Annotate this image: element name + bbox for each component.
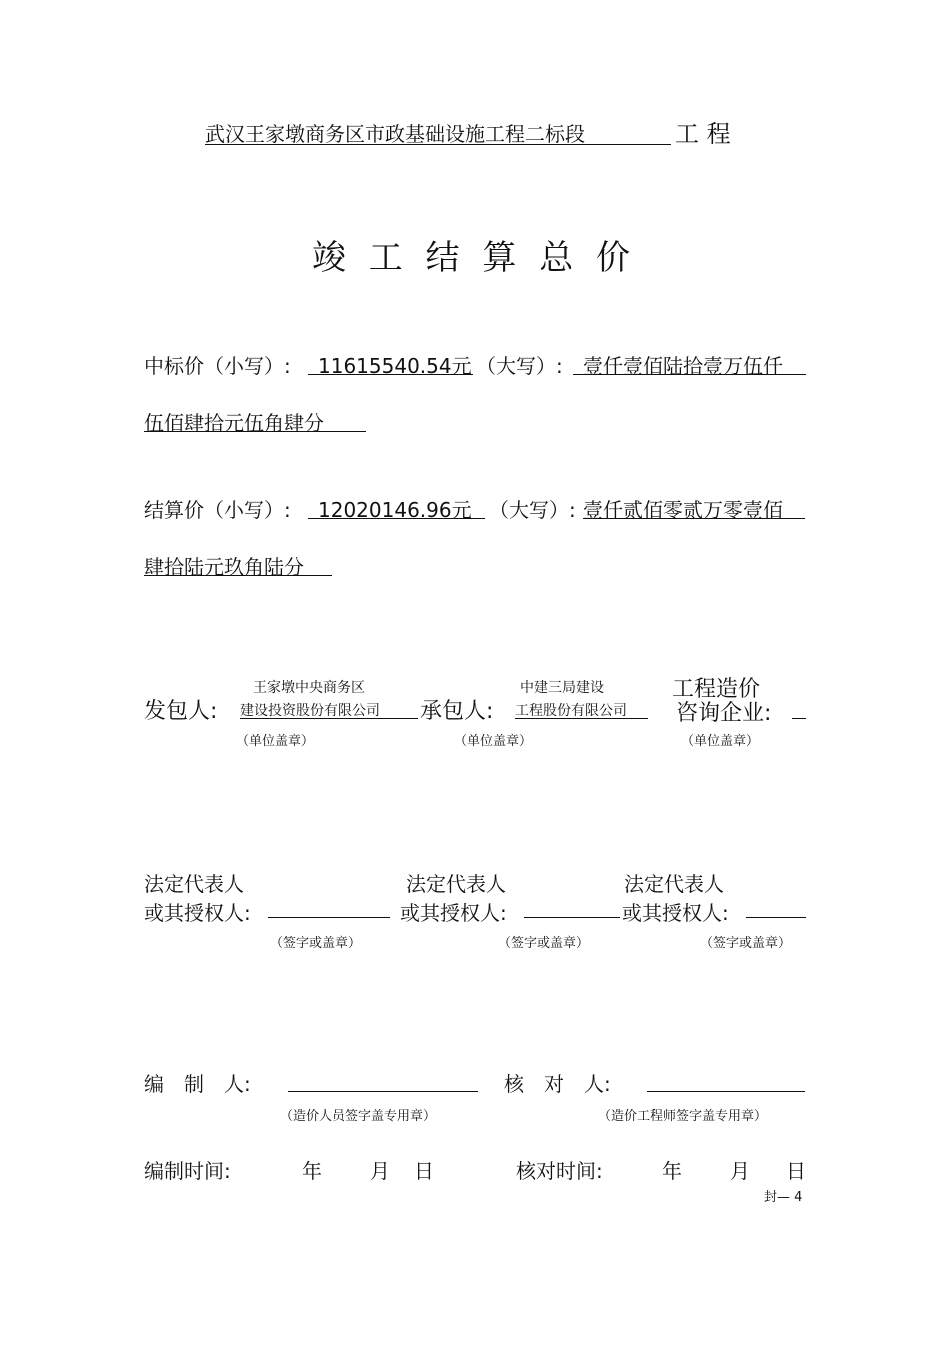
check-day: 日	[786, 1159, 806, 1183]
compiler-signature-line	[288, 1091, 478, 1092]
consultant-rep-sign-note: （签字或盖章）	[700, 936, 792, 951]
consultant-rep-signature-line	[746, 917, 806, 918]
contractor-name-line1: 中建三局建设	[520, 680, 604, 696]
settlement-price-capital-label: （大写）:	[489, 498, 576, 522]
employer-seal-note: （单位盖章）	[236, 734, 315, 749]
bid-price-capital-label: （大写）:	[476, 354, 563, 378]
page-title: 竣 工 结 算 总 价	[312, 238, 637, 278]
employer-name-line2	[240, 700, 418, 719]
consultant-seal-note: （单位盖章）	[681, 734, 760, 749]
employer-name-line1: 王家墩中央商务区	[253, 680, 365, 696]
contractor-rep-signature-line	[524, 917, 620, 918]
settlement-price-capital-line1	[583, 494, 805, 522]
compiler-note: （造价人员签字盖专用章）	[280, 1109, 437, 1124]
contractor-rep-sign-note: （签字或盖章）	[498, 936, 590, 951]
settlement-price-label: 结算价（小写）:	[144, 498, 291, 522]
page-number: 封— 4	[764, 1190, 803, 1205]
project-name-text: 武汉王家墩商务区市政基础设施工程二标段	[205, 122, 585, 146]
contractor-label: 承包人:	[420, 699, 494, 724]
settlement-price-capital-line2-text: 肆拾陆元玖角陆分	[144, 555, 304, 579]
compiler-label: 编 制 人:	[144, 1072, 251, 1096]
consultant-label-line2: 咨询企业:	[676, 701, 772, 726]
consultant-signature-line	[792, 718, 806, 719]
project-name	[205, 118, 671, 145]
bid-price-capital-line1	[573, 350, 806, 378]
checker-signature-line	[647, 1091, 805, 1092]
contractor-name-line2	[515, 700, 648, 719]
bid-price-amount	[308, 350, 473, 378]
project-suffix: 工 程	[675, 120, 731, 148]
compile-year: 年	[302, 1159, 322, 1183]
employer-label: 发包人:	[144, 699, 218, 724]
bid-price-capital-line2-text: 伍佰肆拾元伍角肆分	[144, 411, 324, 435]
settlement-price-capital-line1-text: 壹仟贰佰零贰万零壹佰	[583, 498, 783, 522]
compile-day: 日	[414, 1159, 434, 1183]
bid-price-capital-line2	[144, 407, 366, 435]
employer-rep-signature-line	[268, 917, 390, 918]
employer-rep-sign-note: （签字或盖章）	[270, 936, 362, 951]
check-month: 月	[730, 1159, 750, 1183]
contractor-rep-label-line2: 或其授权人:	[400, 901, 507, 925]
employer-name-line2-text: 建设投资股份有限公司	[240, 703, 380, 719]
settlement-price-amount-text: 12020146.96元	[318, 498, 472, 522]
settlement-price-capital-line2	[144, 551, 332, 579]
contractor-seal-note: （单位盖章）	[454, 734, 533, 749]
contractor-rep-label-line1: 法定代表人	[406, 872, 506, 896]
employer-rep-label-line1: 法定代表人	[144, 872, 244, 896]
settlement-price-amount	[308, 494, 485, 522]
checker-note: （造价工程师签字盖专用章）	[598, 1109, 768, 1124]
compile-time-label: 编制时间:	[144, 1159, 231, 1183]
consultant-rep-label-line1: 法定代表人	[624, 872, 724, 896]
compile-month: 月	[370, 1159, 390, 1183]
consultant-label-line1: 工程造价	[672, 677, 761, 702]
bid-price-amount-text: 11615540.54元	[318, 354, 472, 378]
check-time-label: 核对时间:	[516, 1159, 603, 1183]
bid-price-capital-line1-text: 壹仟壹佰陆拾壹万伍仟	[583, 354, 783, 378]
bid-price-label: 中标价（小写）:	[144, 354, 291, 378]
consultant-rep-label-line2: 或其授权人:	[622, 901, 729, 925]
checker-label: 核 对 人:	[504, 1072, 611, 1096]
employer-rep-label-line2: 或其授权人:	[144, 901, 251, 925]
contractor-name-line2-text: 工程股份有限公司	[515, 703, 627, 719]
check-year: 年	[662, 1159, 682, 1183]
